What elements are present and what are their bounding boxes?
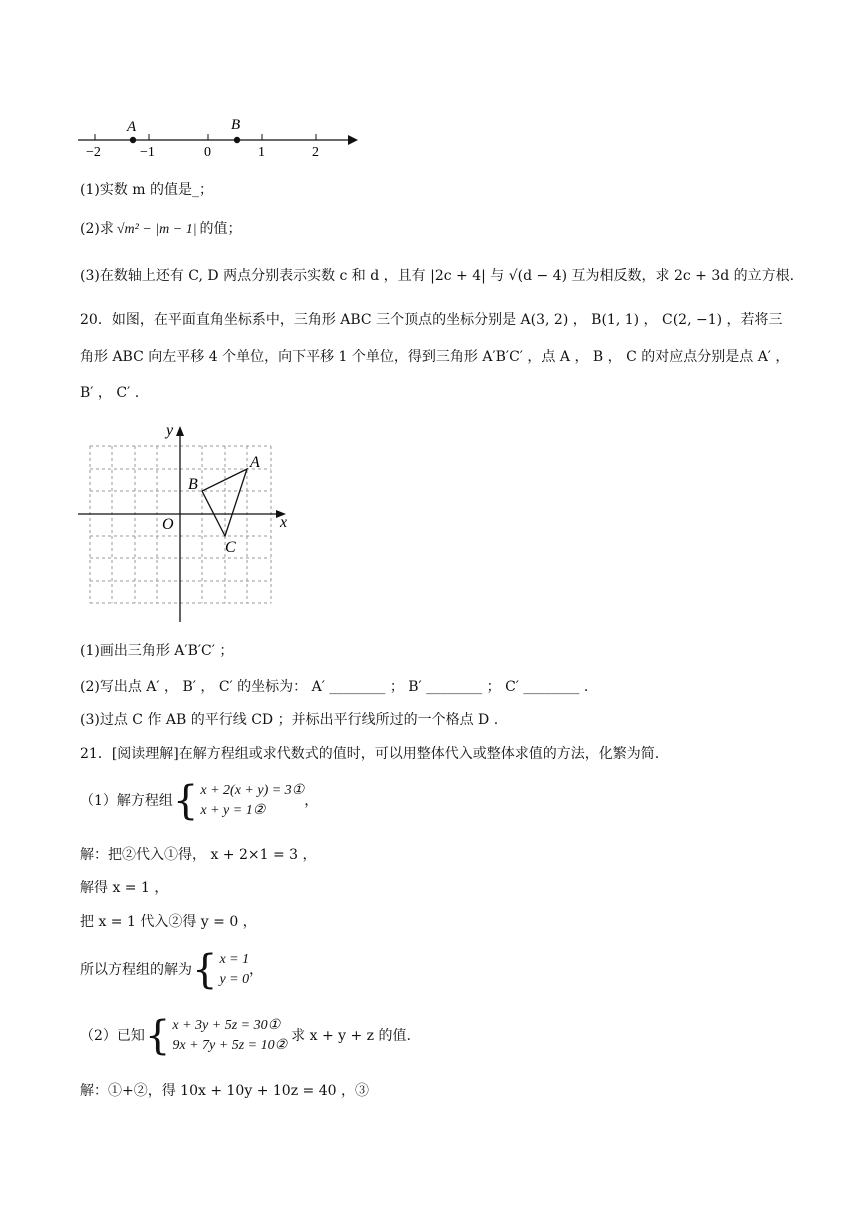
x-axis-label: x: [280, 514, 288, 531]
q19-part2: [80, 219, 242, 240]
q21-solution-line5: 解：①+②，得 10x + 10y + 10z = 40 ，③: [80, 1083, 369, 1099]
equation: x + 3y + 5z = 30①: [172, 1018, 281, 1033]
vertex-b-label: B: [188, 476, 198, 493]
equation: 9x + 7y + 5z = 10②: [172, 1038, 288, 1053]
brace-icon: {: [192, 947, 218, 993]
q21-part1-label: （1）解方程组: [80, 793, 173, 809]
q21-part2: [80, 1013, 411, 1059]
coordinate-grid: [74, 418, 294, 628]
q20-part1: (1)画出三角形 A′B′C′ ；: [80, 643, 234, 659]
q20-line2: 角形 ABC 向左平移 4 个单位，向下平移 1 个单位，得到三角形 A′B′C′ ，点 A ， B ， C 的对应点分别是点 A′ ，: [80, 349, 790, 365]
q19-part1: (1)实数 m 的值是_；: [80, 182, 214, 198]
tick-label: −1: [140, 145, 155, 160]
tick-label: −2: [86, 145, 101, 160]
tick-label: 2: [312, 145, 319, 160]
point-a-label: A: [127, 119, 137, 135]
y-axis-label: y: [166, 422, 174, 439]
q21-solution-line1: 解：把②代入①得， x + 2×1 = 3 ，: [80, 847, 317, 863]
q21-part1-comma: ，: [304, 793, 319, 809]
point-a: [130, 137, 136, 143]
q21-part2-suffix: 求 x + y + z 的值.: [291, 1028, 411, 1044]
origin-label: O: [162, 516, 174, 533]
equation: x = 1: [219, 952, 250, 967]
q21-intro: 21．[阅读理解]在解方程组或求代数式的值时，可以用整体代入或整体求值的方法，化繁为简.: [80, 746, 660, 762]
q19-part2-suffix: 的值；: [199, 221, 242, 237]
tick-label: 1: [258, 145, 265, 160]
q20-line1: 20．如图，在平面直角坐标系中，三角形 ABC 三个顶点的坐标分别是 A(3, 2) ， B(1, 1) ， C(2, −1) ，若将三: [80, 312, 783, 328]
equation: x + 2(x + y) = 3①: [200, 783, 305, 798]
q21-solution-line3: 把 x = 1 代入②得 y = 0 ，: [80, 914, 257, 930]
q21-solution-line4-suffix: ，: [249, 962, 264, 978]
vertex-a-label: A: [250, 454, 260, 471]
q19-part2-prefix: (2)求: [80, 221, 114, 237]
q19-part3: (3)在数轴上还有 C, D 两点分别表示实数 c 和 d ，且有 |2c + 4| 与 √(d − 4) 互为相反数，求 2c + 3d 的立方根.: [80, 268, 795, 284]
brace-icon: {: [144, 1013, 171, 1059]
q21-solution-line4-prefix: 所以方程组的解为: [80, 962, 192, 978]
q20-part3: (3)过点 C 作 AB 的平行线 CD ；并标出平行线所过的一个格点 D .: [80, 712, 499, 728]
q21-solution-line4: [80, 947, 264, 993]
equation: y = 0: [219, 972, 250, 987]
q20-part2: (2)写出点 A′ ， B′ ， C′ 的坐标为： A′ ________ ； B′ ________ ； C′ ________ .: [80, 679, 589, 695]
q20-line3: B′ ， C′ .: [80, 385, 140, 401]
q19-part2-expr: √m² − |m − 1|: [116, 222, 197, 237]
equation: x + y = 1②: [200, 803, 266, 818]
q21-part1: [80, 778, 319, 824]
tick-label: 0: [204, 145, 211, 160]
number-line: [70, 110, 370, 160]
brace-icon: {: [172, 778, 199, 824]
point-b: [234, 137, 240, 143]
q21-part2-label: （2）已知: [80, 1028, 145, 1044]
vertex-c-label: C: [225, 539, 236, 556]
q21-solution-line2: 解得 x = 1 ，: [80, 880, 169, 896]
point-b-label: B: [231, 117, 241, 133]
